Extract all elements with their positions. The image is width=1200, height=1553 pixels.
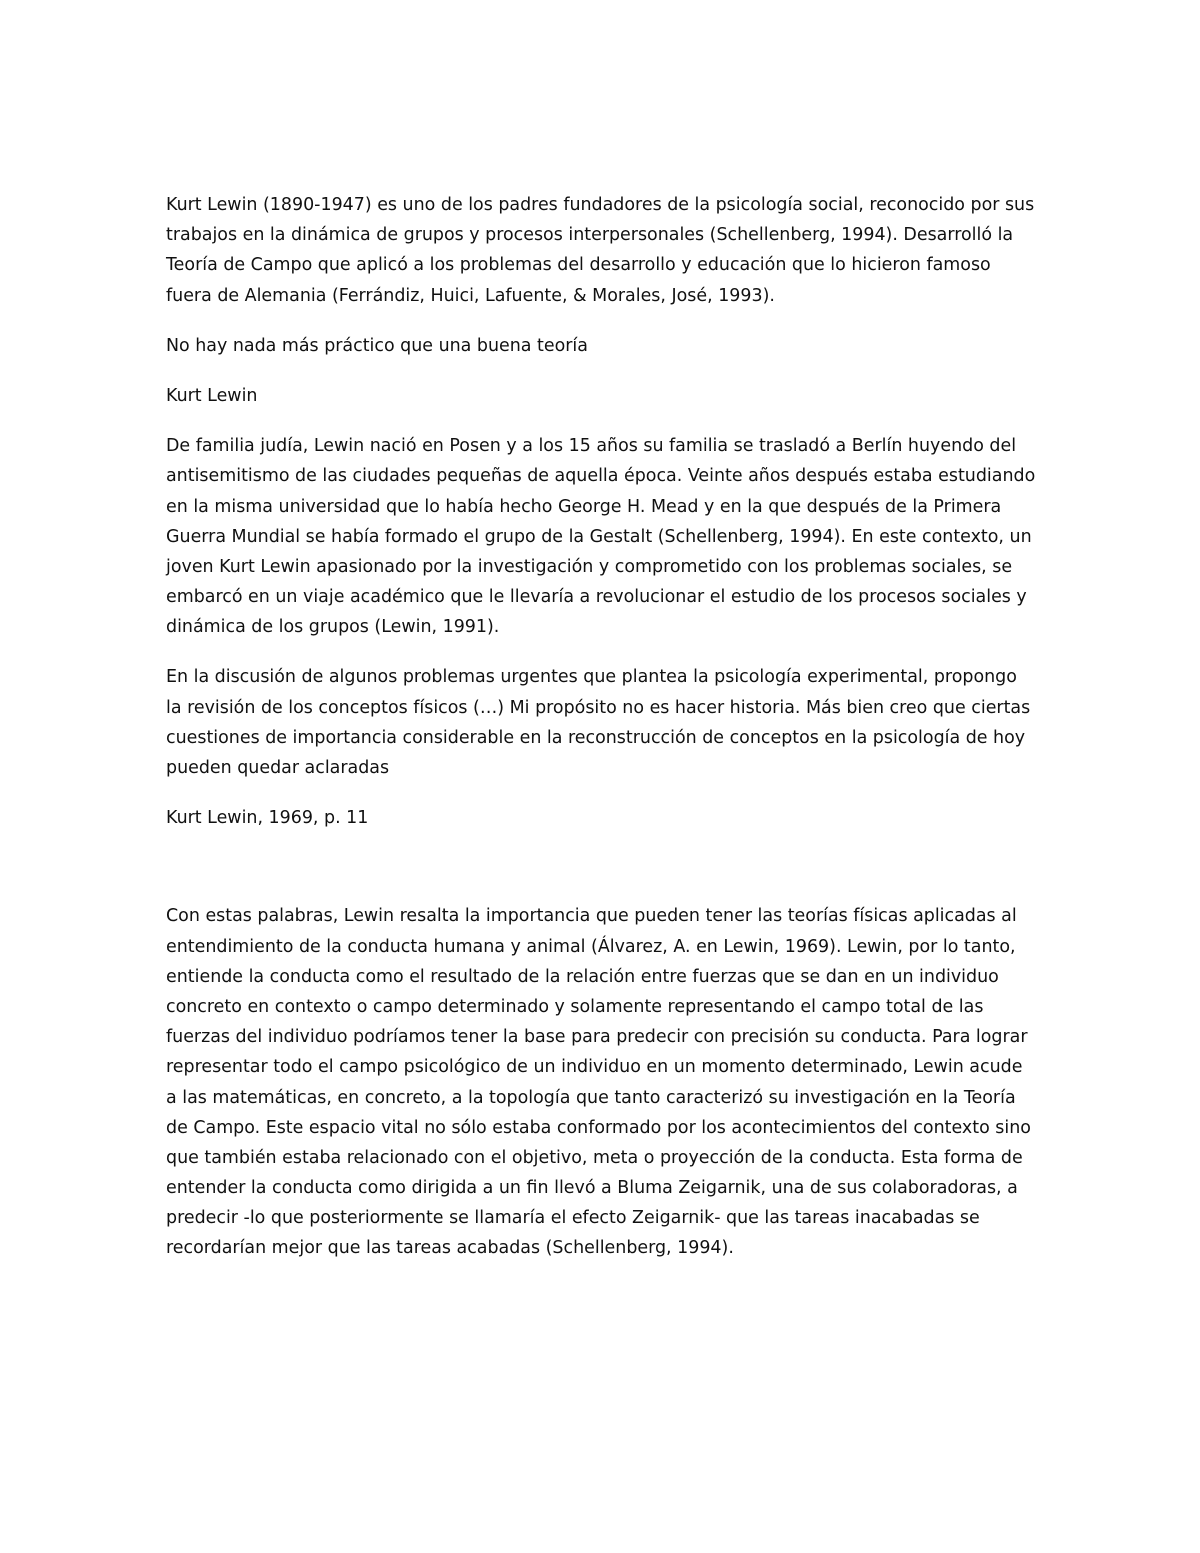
text-line: representar todo el campo psicológico de un individuo en un momento determinado, Lewin acude (166, 1057, 1023, 1078)
paragraph-spacer (166, 311, 1036, 331)
quote-line: la revisión de los conceptos físicos (…) Mi propósito no es hacer historia. Más bien creo que ciertas (166, 697, 1031, 718)
quote-line: En la discusión de algunos problemas urgentes que plantea la psicología experimental, propongo (166, 667, 1017, 688)
text-line: antisemitismo de las ciudades pequeñas de aquella época. Veinte años después estaba estudiando (166, 466, 1036, 487)
paragraph-intro (166, 190, 1036, 311)
text-line: Guerra Mundial se había formado el grupo de la Gestalt (Schellenberg, 1994). En este contexto, un (166, 526, 1032, 547)
quote-physical-concepts (166, 662, 1036, 783)
quote-citation (166, 803, 1036, 833)
quote-author: Kurt Lewin, 1969, p. 11 (166, 808, 369, 829)
quote-text: No hay nada más práctico que una buena teoría (166, 335, 588, 356)
paragraph-spacer (166, 411, 1036, 431)
text-line: entendimiento de la conducta humana y animal (Álvarez, A. en Lewin, 1969). Lewin, por lo tanto, (166, 936, 1016, 957)
text-line: trabajos en la dinámica de grupos y procesos interpersonales (Schellenberg, 1994). Desarrolló la (166, 225, 1014, 246)
text-line: fuera de Alemania (Ferrándiz, Huici, Lafuente, & Morales, José, 1993). (166, 285, 775, 306)
paragraph-field-theory (166, 901, 1036, 1263)
text-line: embarcó en un viaje académico que le llevaría a revolucionar el estudio de los procesos sociales y (166, 587, 1027, 608)
quote-attribution (166, 381, 1036, 411)
text-line: Teoría de Campo que aplicó a los problemas del desarrollo y educación que lo hicieron famoso (166, 255, 991, 276)
paragraph-spacer (166, 642, 1036, 662)
text-line: Kurt Lewin (1890-1947) es uno de los padres fundadores de la psicología social, reconocido por sus (166, 195, 1035, 215)
quote-line: pueden quedar aclaradas (166, 758, 390, 778)
text-line: entender la conducta como dirigida a un fin llevó a Bluma Zeigarnik, una de sus colaboradoras, a (166, 1178, 1018, 1199)
quote-practical-theory (166, 331, 1036, 361)
text-line: predecir -lo que posteriormente se llamaría el efecto Zeigarnik- que las tareas inacabadas se (166, 1208, 980, 1229)
section-spacer (166, 833, 1036, 901)
text-line: Con estas palabras, Lewin resalta la importancia que pueden tener las teorías físicas aplicadas al (166, 906, 1017, 927)
quote-author: Kurt Lewin (166, 385, 258, 406)
paragraph-spacer (166, 361, 1036, 381)
text-line: a las matemáticas, en concreto, a la topología que tanto caracterizó su investigación en la Teoría (166, 1087, 1016, 1108)
text-line: que también estaba relacionado con el objetivo, meta o proyección de la conducta. Esta forma de (166, 1147, 1023, 1168)
text-line: De familia judía, Lewin nació en Posen y a los 15 años su familia se trasladó a Berlín huyendo del (166, 436, 1017, 457)
text-line: concreto en contexto o campo determinado y solamente representando el campo total de las (166, 996, 984, 1017)
text-line: recordarían mejor que las tareas acabadas (Schellenberg, 1994). (166, 1238, 734, 1259)
text-line: de Campo. Este espacio vital no sólo estaba conformado por los acontecimientos del contexto sino (166, 1117, 1031, 1138)
paragraph-spacer (166, 783, 1036, 803)
text-line: fuerzas del individuo podríamos tener la base para predecir con precisión su conducta. Para lograr (166, 1027, 1028, 1048)
text-line: en la misma universidad que lo había hecho George H. Mead y en la que después de la Primera (166, 496, 1002, 517)
text-line: joven Kurt Lewin apasionado por la investigación y comprometido con los problemas sociales, se (166, 556, 1013, 577)
text-line: entiende la conducta como el resultado de la relación entre fuerzas que se dan en un individuo (166, 966, 999, 987)
paragraph-biography (166, 431, 1036, 642)
text-line: dinámica de los grupos (Lewin, 1991). (166, 617, 500, 638)
document-body (166, 190, 1036, 1264)
quote-line: cuestiones de importancia considerable en la reconstrucción de conceptos en la psicología de hoy (166, 727, 1026, 748)
